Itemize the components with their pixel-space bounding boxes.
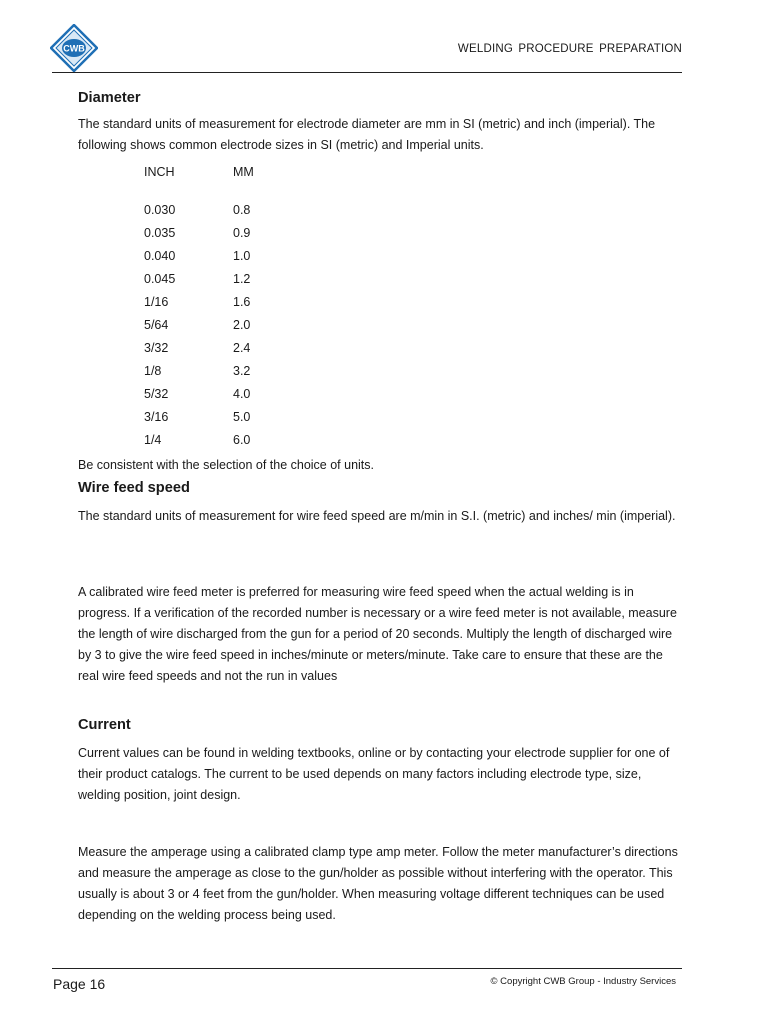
table-row	[144, 383, 293, 406]
electrode-size-table	[144, 161, 293, 452]
inch-cell: 5/64	[144, 318, 169, 332]
inch-cell: 1/4	[144, 433, 162, 447]
cwb-logo	[50, 24, 98, 72]
page-number: Page 16	[53, 976, 106, 992]
inch-cell: 0.045	[144, 272, 176, 286]
table-row	[144, 245, 293, 268]
wire-feed-paragraph-1: The standard units of measurement for wire feed speed are m/min in S.I. (metric) and inches/ min (imperial).	[78, 509, 676, 523]
inch-cell: 5/32	[144, 387, 169, 401]
table-row	[144, 314, 293, 337]
diameter-heading: Diameter	[78, 90, 141, 106]
table-header-inch: INCH	[144, 165, 175, 179]
footer-divider	[52, 968, 682, 969]
current-heading: Current	[78, 717, 131, 733]
wire-feed-paragraph-2: A calibrated wire feed meter is preferred for measuring wire feed speed when the actual welding is in progress. If a verification of the recorded number is necessary or a wire feed meter is not available, measure the length of wire discharged from the gun for a period of 20 seconds. Multiply the length of discharged wire by 3 to give the wire feed speed in inches/minute or meters/minute. Take care to ensure that these are the real wire feed speeds and not the run in values	[78, 585, 677, 683]
mm-cell: 4.0	[233, 387, 251, 401]
table-row	[144, 429, 293, 452]
mm-cell: 3.2	[233, 364, 251, 378]
table-body	[144, 199, 293, 452]
mm-cell: 1.6	[233, 295, 251, 309]
mm-cell: 5.0	[233, 410, 251, 424]
table-row	[144, 406, 293, 429]
current-paragraph-2: Measure the amperage using a calibrated clamp type amp meter. Follow the meter manufacturer’s directions and measure the amperage as close to the gun/holder as possible without interfering with the operator. This usually is about 3 or 4 feet from the gun/holder. When measuring voltage different techniques can be used depending on the welding process being used.	[78, 845, 678, 922]
table-row	[144, 268, 293, 291]
inch-cell: 0.040	[144, 249, 176, 263]
mm-cell: 1.0	[233, 249, 251, 263]
inch-cell: 3/32	[144, 341, 169, 355]
table-row	[144, 199, 293, 222]
header-divider	[52, 72, 682, 73]
units-note: Be consistent with the selection of the choice of units.	[78, 458, 375, 472]
diameter-paragraph: The standard units of measurement for electrode diameter are mm in SI (metric) and inch (imperial). The following shows common electrode sizes in SI (metric) and Imperial units.	[78, 117, 656, 152]
mm-cell: 2.0	[233, 318, 251, 332]
table-header-row	[144, 161, 293, 184]
copyright-notice: © Copyright CWB Group - Industry Services	[490, 976, 676, 987]
document-header-title: WELDING PROCEDURE PREPARATION	[457, 43, 682, 55]
table-row	[144, 291, 293, 314]
current-paragraph-1: Current values can be found in welding textbooks, online or by contacting your electrode supplier for one of their product catalogs. The current to be used depends on many factors including electrode type, size, welding position, joint design.	[78, 746, 670, 802]
wire-feed-heading: Wire feed speed	[78, 480, 190, 496]
table-header-mm: MM	[233, 165, 254, 179]
table-row	[144, 337, 293, 360]
inch-cell: 3/16	[144, 410, 169, 424]
mm-cell: 0.8	[233, 203, 251, 217]
inch-cell: 1/16	[144, 295, 169, 309]
mm-cell: 6.0	[233, 433, 251, 447]
inch-cell: 0.035	[144, 226, 176, 240]
mm-cell: 0.9	[233, 226, 251, 240]
table-row	[144, 360, 293, 383]
mm-cell: 2.4	[233, 341, 251, 355]
mm-cell: 1.2	[233, 272, 251, 286]
inch-cell: 1/8	[144, 364, 162, 378]
table-row	[144, 222, 293, 245]
inch-cell: 0.030	[144, 203, 176, 217]
logo-text: CWB	[63, 43, 85, 54]
